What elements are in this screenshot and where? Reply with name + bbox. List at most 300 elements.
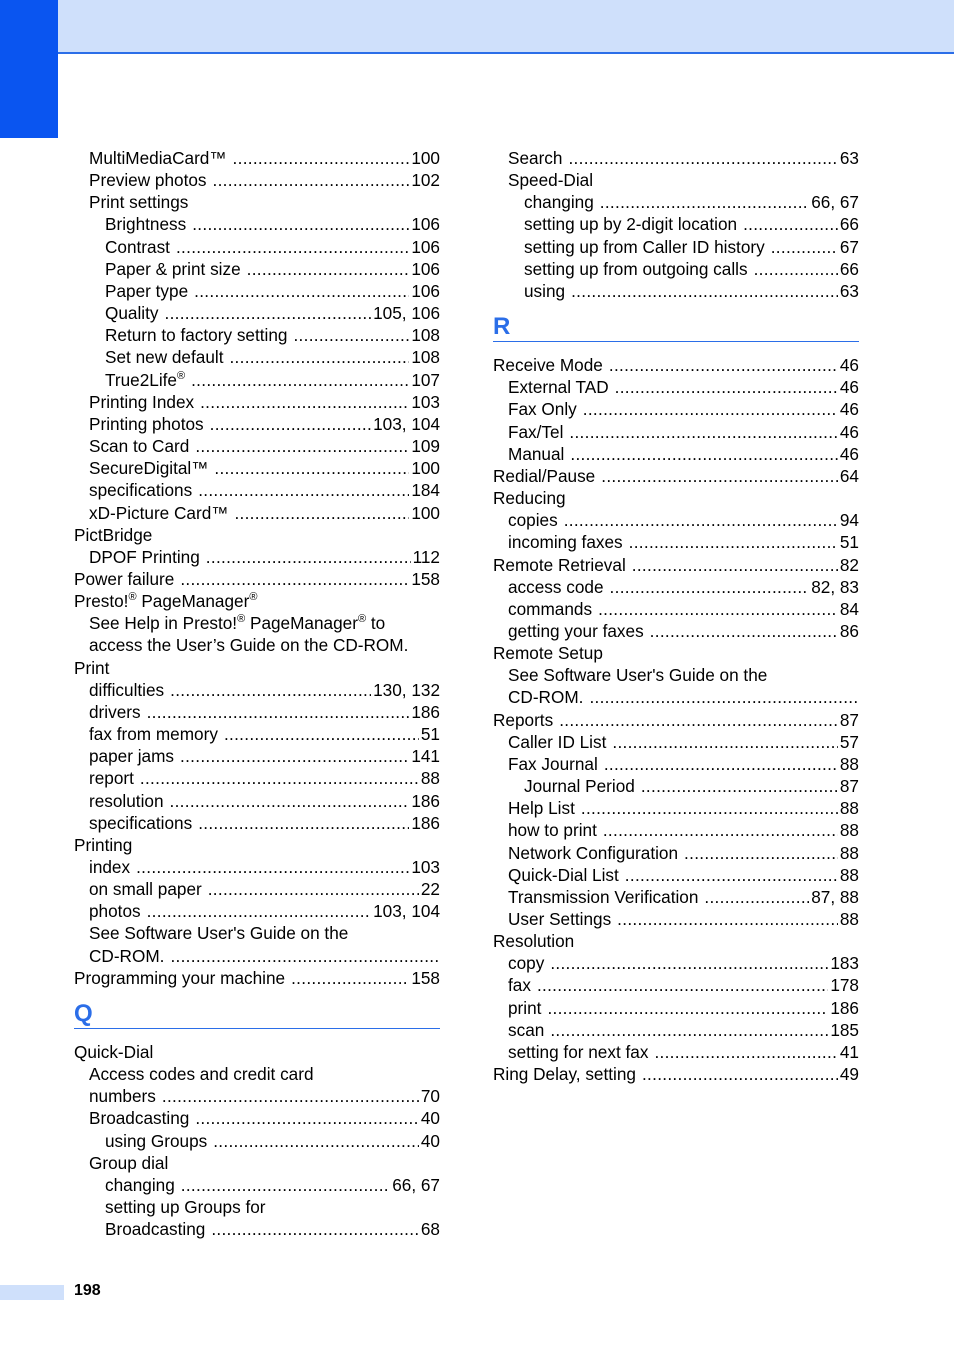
entry-term <box>105 213 186 235</box>
entry-term <box>74 591 257 611</box>
page-reference: 88 <box>839 820 859 841</box>
term-text: PageManager <box>245 613 358 634</box>
page-reference: 106 <box>411 214 440 235</box>
page-reference: 70 <box>420 1086 440 1107</box>
term-text: difficulties <box>89 679 165 700</box>
term-text: fax from memory <box>89 724 218 745</box>
dot-leader <box>583 398 838 420</box>
dot-leader <box>684 842 838 864</box>
index-entry <box>74 346 440 368</box>
dot-leader <box>617 908 838 930</box>
dot-leader <box>162 1085 419 1107</box>
term-text: how to print <box>508 820 597 841</box>
index-entry <box>493 908 859 930</box>
page-reference: 103 <box>411 391 440 412</box>
dot-leader <box>642 1063 838 1085</box>
dot-leader <box>571 280 838 302</box>
page-reference: 141 <box>411 746 440 767</box>
term-text: photos <box>89 901 141 922</box>
term-text: Quick-Dial List <box>508 864 619 885</box>
page-reference: 87, 88 <box>811 886 859 907</box>
term-text: Printing <box>74 834 133 855</box>
dot-leader <box>136 856 409 878</box>
index-entry <box>493 886 859 908</box>
dot-leader <box>176 236 409 258</box>
index-entry <box>493 465 859 487</box>
index-entry <box>493 819 859 841</box>
term-text: Quality <box>105 303 159 324</box>
index-entry <box>493 664 859 686</box>
dot-leader <box>537 974 828 996</box>
index-entry <box>493 1063 859 1085</box>
dot-leader <box>625 864 838 886</box>
dot-leader <box>195 1107 419 1129</box>
entry-term <box>508 686 583 708</box>
page-reference: 186 <box>411 790 440 811</box>
entry-term <box>89 502 228 524</box>
page-reference: 186 <box>411 701 440 722</box>
term-text: using <box>524 280 566 301</box>
term-text: Network Configuration <box>508 842 679 863</box>
entry-term <box>508 170 593 190</box>
term-text: Broadcasting <box>89 1108 190 1129</box>
dot-leader <box>165 302 372 324</box>
entry-term <box>508 598 592 620</box>
page-reference: 82 <box>839 554 859 575</box>
entry-term <box>74 835 132 855</box>
dot-leader <box>589 686 857 708</box>
dot-leader <box>598 598 838 620</box>
page-reference: 88 <box>420 768 440 789</box>
term-text: Fax/Tel <box>508 421 564 442</box>
dot-leader <box>198 479 409 501</box>
index-entry <box>493 731 859 753</box>
entry-term <box>105 236 170 258</box>
dot-leader <box>181 1174 390 1196</box>
entry-term <box>508 731 606 753</box>
entry-term <box>508 797 575 819</box>
term-text: Redial/Pause <box>493 465 596 486</box>
entry-term <box>105 1130 207 1152</box>
index-entry <box>74 457 440 479</box>
entry-term <box>89 413 204 435</box>
term-text: specifications <box>89 480 193 501</box>
term-text: Speed-Dial <box>508 170 594 191</box>
entry-term <box>508 620 644 642</box>
page-reference: 158 <box>411 568 440 589</box>
index-entry <box>493 421 859 443</box>
page-reference: 57 <box>839 731 859 752</box>
term-text: resolution <box>89 790 164 811</box>
page-reference: 82, 83 <box>811 576 859 597</box>
dot-leader <box>206 546 411 568</box>
term-text: See Help in Presto! <box>89 613 238 634</box>
index-entry <box>74 701 440 723</box>
registered-mark: ® <box>176 369 186 382</box>
dot-leader <box>224 723 419 745</box>
term-text: copies <box>508 510 558 531</box>
dot-leader <box>211 1218 419 1240</box>
term-text: See Software User's Guide on the <box>89 923 349 944</box>
term-text: Remote Retrieval <box>493 554 626 575</box>
page-reference: 46 <box>839 443 859 464</box>
page-reference: 88 <box>839 909 859 929</box>
page-reference: 100 <box>411 148 440 168</box>
dot-leader <box>229 346 409 368</box>
index-entry <box>74 967 440 989</box>
index-entry <box>74 1063 440 1085</box>
term-text: scan <box>508 1019 545 1040</box>
entry-term <box>89 635 408 655</box>
index-entry <box>74 612 440 634</box>
dot-leader <box>581 797 838 819</box>
entry-term <box>508 509 558 531</box>
page-reference: 102 <box>411 170 440 191</box>
term-text: Access codes and credit card <box>89 1064 314 1085</box>
term-text: numbers <box>89 1086 156 1107</box>
page-reference: 186 <box>830 997 859 1018</box>
index-entry <box>74 169 440 191</box>
index-entry <box>493 258 859 280</box>
term-text: Search <box>508 148 563 168</box>
entry-term <box>493 354 603 376</box>
index-entry <box>74 502 440 524</box>
term-text: Caller ID List <box>508 731 607 752</box>
index-entry <box>493 997 859 1019</box>
page-reference: 88 <box>839 753 859 774</box>
index-entry <box>493 191 859 213</box>
page-reference: 183 <box>830 953 859 974</box>
page-reference: 40 <box>420 1108 440 1129</box>
index-entry <box>493 842 859 864</box>
page-reference: 103, 104 <box>373 413 440 434</box>
page-reference: 108 <box>411 325 440 346</box>
dot-leader <box>198 812 409 834</box>
page-reference: 100 <box>411 458 440 479</box>
index-entry <box>493 930 859 952</box>
entry-term <box>74 967 285 989</box>
term-text: Print settings <box>89 192 189 213</box>
dot-leader <box>170 679 371 701</box>
index-entry <box>493 775 859 797</box>
term-text: Reducing <box>493 488 566 509</box>
entry-term <box>89 479 192 501</box>
index-entry <box>493 753 859 775</box>
index-entry <box>74 1130 440 1152</box>
page-reference: 41 <box>839 1041 859 1062</box>
dot-leader <box>180 745 409 767</box>
page-reference: 130, 132 <box>373 679 440 700</box>
index-entry <box>493 797 859 819</box>
term-text: Reports <box>493 709 554 730</box>
page-reference: 88 <box>839 798 859 819</box>
entry-term <box>524 236 765 258</box>
entry-term <box>74 1042 153 1062</box>
entry-term <box>508 1019 544 1041</box>
term-text: Remote Setup <box>493 643 603 664</box>
dot-leader <box>210 413 371 435</box>
entry-term <box>508 576 604 598</box>
entry-term <box>493 488 566 508</box>
page-reference: 46 <box>839 399 859 420</box>
page-reference: 84 <box>839 598 859 619</box>
term-text: Paper type <box>105 280 189 301</box>
page-reference: 63 <box>839 280 859 301</box>
entry-term <box>89 900 141 922</box>
page-reference: 88 <box>839 842 859 863</box>
term-text: setting up from Caller ID history <box>524 236 765 257</box>
term-text: MultiMediaCard™ <box>89 148 227 168</box>
page-reference: 68 <box>420 1219 440 1240</box>
entry-term <box>89 435 189 457</box>
term-text: Presto! <box>74 591 129 612</box>
entry-term <box>89 812 192 834</box>
index-entry <box>493 280 859 302</box>
page-reference: 87 <box>839 776 859 797</box>
page-reference: 106 <box>411 236 440 257</box>
term-text: Broadcasting <box>105 1219 206 1240</box>
dot-leader <box>213 1130 419 1152</box>
index-entry <box>74 391 440 413</box>
entry-term <box>524 213 737 235</box>
term-text: Fax Only <box>508 399 577 420</box>
page-reference: 100 <box>411 502 440 523</box>
index-entry <box>74 634 440 656</box>
page-reference: 94 <box>839 510 859 531</box>
index-entry <box>74 657 440 679</box>
term-text: CD-ROM. <box>89 945 165 966</box>
index-entry <box>493 620 859 642</box>
term-text: User Settings <box>508 909 612 929</box>
page-reference: 106 <box>411 280 440 301</box>
term-text: PageManager <box>136 591 250 612</box>
term-text: Paper & print size <box>105 258 241 279</box>
index-entry <box>493 974 859 996</box>
index-entry <box>493 864 859 886</box>
index-entry <box>493 236 859 258</box>
page-reference: 103, 104 <box>373 901 440 922</box>
index-entry <box>74 302 440 324</box>
dot-leader <box>632 554 838 576</box>
dot-leader <box>208 878 419 900</box>
index-entry <box>74 258 440 280</box>
dot-leader <box>610 576 810 598</box>
term-text: Receive Mode <box>493 355 603 376</box>
entry-term <box>508 886 698 908</box>
term-text: CD-ROM. <box>508 687 584 708</box>
entry-term <box>89 391 194 413</box>
index-entry <box>493 147 859 169</box>
index-entry <box>493 376 859 398</box>
page-reference: 186 <box>411 812 440 833</box>
term-text: Power failure <box>74 568 175 589</box>
page-reference: 66, 67 <box>811 192 859 213</box>
dot-leader <box>754 258 838 280</box>
index-entry <box>74 856 440 878</box>
page-reference: 87 <box>839 709 859 730</box>
dot-leader <box>191 369 409 391</box>
term-text: fax <box>508 975 531 996</box>
dot-leader <box>214 457 409 479</box>
section-heading-q: Q <box>74 999 440 1029</box>
index-entry <box>493 1041 859 1063</box>
term-text: Set new default <box>105 347 224 368</box>
page-reference: 49 <box>839 1064 859 1085</box>
index-entry <box>493 487 859 509</box>
term-text: See Software User's Guide on the <box>508 665 768 686</box>
term-text: setting up Groups for <box>105 1197 266 1218</box>
index-entry <box>74 147 440 169</box>
entry-term <box>89 192 188 212</box>
index-entry <box>493 598 859 620</box>
entry-term <box>493 465 595 487</box>
entry-term <box>89 1085 156 1107</box>
term-text: setting for next fax <box>508 1041 649 1062</box>
entry-term <box>89 169 207 191</box>
entry-term <box>89 679 164 701</box>
page-reference: 105, 106 <box>373 303 440 324</box>
page-reference: 46 <box>839 377 859 398</box>
index-entry <box>74 590 440 612</box>
entry-term <box>524 191 594 213</box>
index-entry <box>493 952 859 974</box>
entry-term <box>89 945 164 967</box>
index-entry <box>74 790 440 812</box>
entry-term <box>89 546 200 568</box>
page-reference: 109 <box>411 436 440 457</box>
index-entry <box>74 546 440 568</box>
term-text: drivers <box>89 701 141 722</box>
page-reference: 86 <box>839 620 859 641</box>
entry-term <box>105 280 188 302</box>
dot-leader <box>615 376 838 398</box>
dot-leader <box>233 147 410 169</box>
entry-term <box>89 745 174 767</box>
index-entry <box>493 213 859 235</box>
dot-leader <box>609 354 838 376</box>
page-number: 198 <box>74 1282 101 1299</box>
dot-leader <box>604 753 838 775</box>
term-text: incoming faxes <box>508 532 623 553</box>
index-entry <box>493 443 859 465</box>
entry-term <box>493 931 574 951</box>
page-reference: 108 <box>411 347 440 368</box>
dot-leader <box>547 997 828 1019</box>
index-entry <box>74 812 440 834</box>
term-text: Ring Delay, setting <box>493 1064 636 1085</box>
dot-leader <box>147 701 410 723</box>
dot-leader <box>603 819 838 841</box>
page-reference: 66 <box>839 214 859 235</box>
index-entry <box>74 679 440 701</box>
entry-term <box>89 723 218 745</box>
entry-term <box>89 701 141 723</box>
term-text: changing <box>524 192 594 213</box>
index-entry <box>74 922 440 944</box>
term-text: Return to factory setting <box>105 325 288 346</box>
index-entry <box>493 554 859 576</box>
entry-term <box>493 709 553 731</box>
term-text: Printing Index <box>89 391 195 412</box>
page-reference: 66 <box>839 258 859 279</box>
dot-leader <box>140 767 419 789</box>
entry-term <box>508 908 611 930</box>
term-text: using Groups <box>105 1130 208 1151</box>
term-text: changing <box>105 1174 175 1195</box>
page-reference: 51 <box>420 724 440 745</box>
entry-term <box>89 457 208 479</box>
entry-term <box>89 1153 168 1173</box>
dot-leader <box>192 213 409 235</box>
term-text: paper jams <box>89 746 175 767</box>
entry-term <box>493 643 603 663</box>
page-reference: 158 <box>411 967 440 988</box>
entry-term <box>508 531 623 553</box>
entry-term <box>105 1174 175 1196</box>
index-entry <box>74 767 440 789</box>
entry-term <box>74 525 152 545</box>
entry-term <box>89 767 134 789</box>
term-text: xD-Picture Card™ <box>89 502 229 523</box>
term-text: External TAD <box>508 377 609 398</box>
index-entry <box>74 745 440 767</box>
entry-term <box>508 1041 648 1063</box>
entry-term <box>89 790 164 812</box>
index-entry <box>493 531 859 553</box>
entry-term <box>508 665 767 685</box>
entry-term <box>508 376 609 398</box>
index-entry <box>74 280 440 302</box>
term-text: print <box>508 997 542 1018</box>
term-text: Print <box>74 657 110 678</box>
entry-term <box>508 997 541 1019</box>
entry-term <box>89 1107 189 1129</box>
page-reference: 51 <box>839 532 859 553</box>
entry-term <box>493 1063 636 1085</box>
dot-leader <box>550 952 828 974</box>
dot-leader <box>234 502 409 524</box>
entry-term <box>89 856 130 878</box>
index-entry <box>74 324 440 346</box>
entry-term <box>508 864 619 886</box>
entry-term <box>508 421 563 443</box>
section-heading-r: R <box>493 312 859 342</box>
index-column-right <box>493 147 859 1085</box>
term-text: access the User’s Guide on the CD-ROM. <box>89 635 409 656</box>
footer-band <box>0 1285 64 1300</box>
index-entry <box>74 236 440 258</box>
dot-leader <box>570 443 838 465</box>
page-reference: 67 <box>839 236 859 257</box>
dot-leader <box>743 213 838 235</box>
entry-term <box>524 280 565 302</box>
page-reference: 185 <box>830 1019 859 1040</box>
index-entry <box>74 568 440 590</box>
index-entry <box>74 524 440 546</box>
term-text: Group dial <box>89 1152 169 1173</box>
index-entry <box>74 479 440 501</box>
term-text: specifications <box>89 812 193 833</box>
entry-term <box>508 147 562 169</box>
page-reference: 184 <box>411 480 440 501</box>
index-entry <box>493 709 859 731</box>
dot-leader <box>650 620 838 642</box>
dot-leader <box>200 391 409 413</box>
dot-leader <box>654 1041 837 1063</box>
term-text: Quick-Dial <box>74 1041 154 1062</box>
dot-leader <box>170 790 410 812</box>
term-text: Programming your machine <box>74 967 286 988</box>
